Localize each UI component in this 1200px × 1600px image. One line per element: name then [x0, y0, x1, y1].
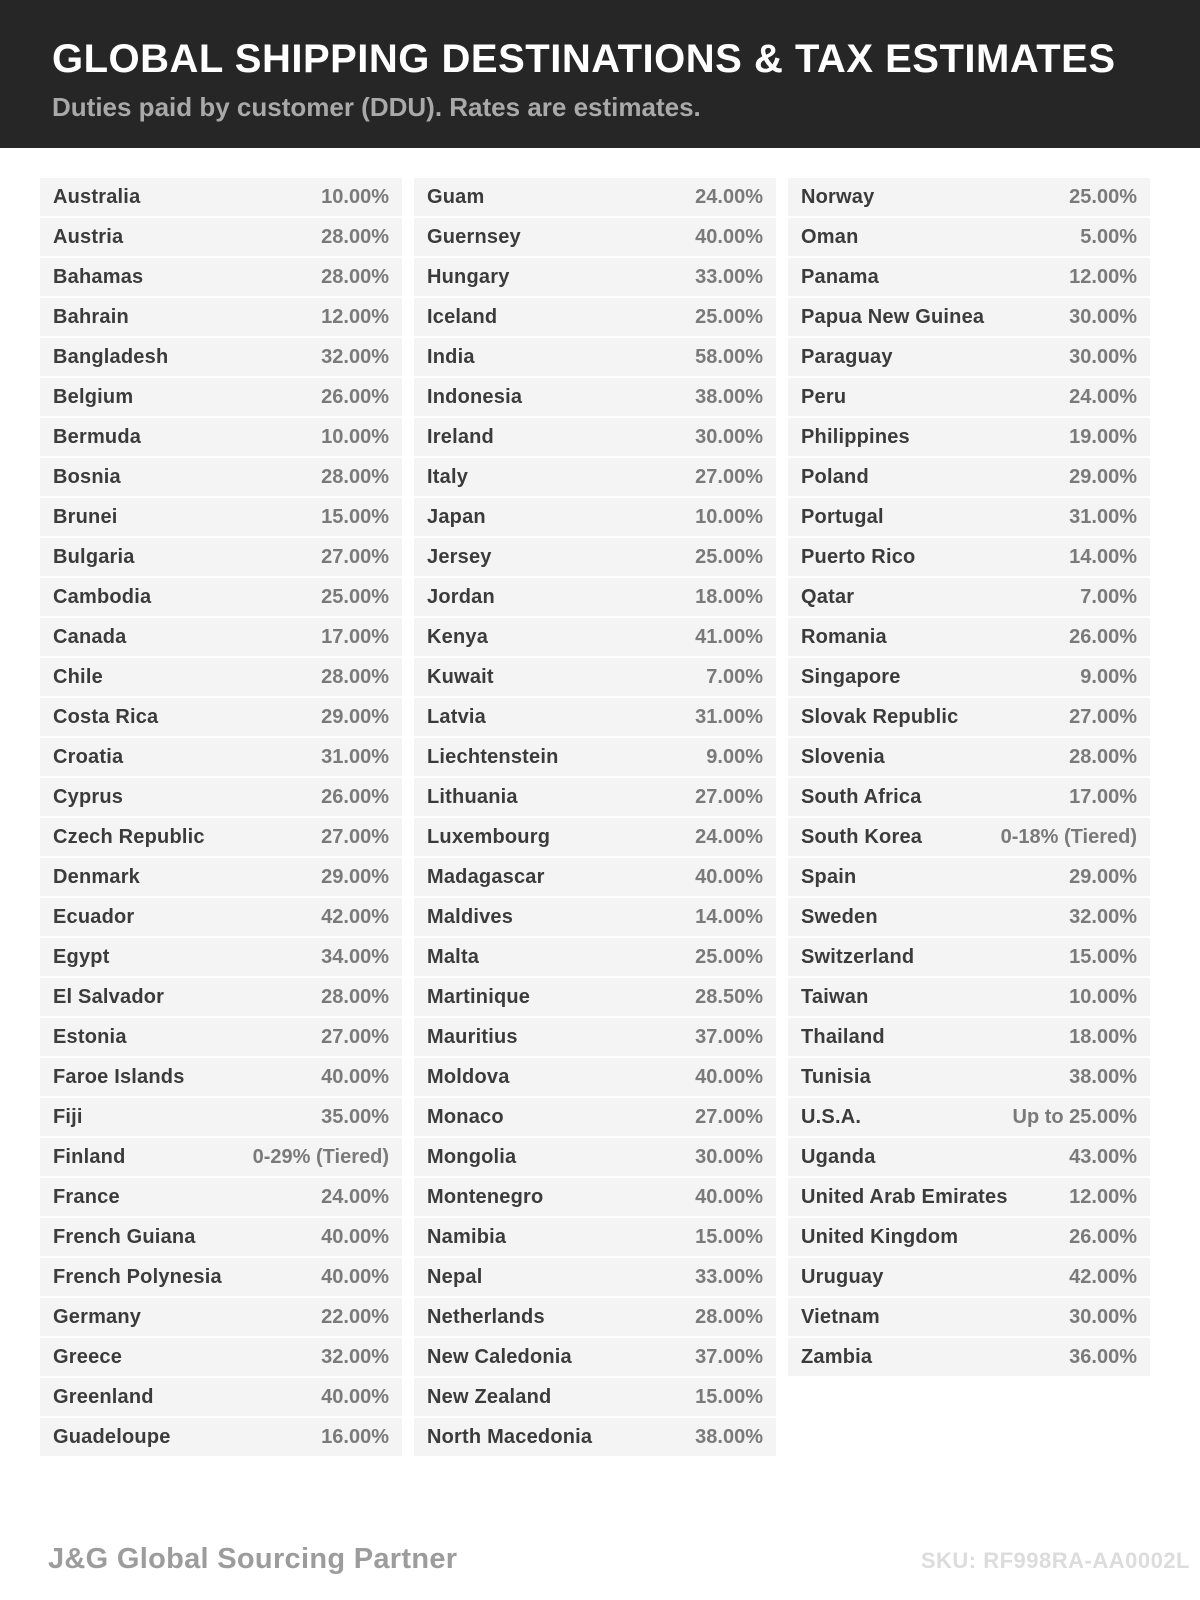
table-row	[414, 818, 776, 856]
table-row	[40, 1098, 402, 1136]
table-row	[414, 1018, 776, 1056]
country-label: Bahamas	[53, 265, 144, 288]
table-row	[414, 1218, 776, 1256]
country-label: Estonia	[53, 1025, 127, 1048]
country-label: Hungary	[427, 265, 510, 288]
rate-value: 27.00%	[695, 465, 763, 488]
rate-value: 10.00%	[1069, 985, 1137, 1008]
country-label: Taiwan	[801, 985, 869, 1008]
table-row	[40, 1178, 402, 1216]
table-row	[414, 618, 776, 656]
country-label: Brunei	[53, 505, 118, 528]
table-row	[414, 298, 776, 336]
country-label: Peru	[801, 385, 847, 408]
country-label: French Guiana	[53, 1225, 196, 1248]
country-label: Bulgaria	[53, 545, 135, 568]
country-label: Oman	[801, 225, 859, 248]
table-row	[788, 258, 1150, 296]
table-row	[788, 458, 1150, 496]
table-row	[40, 818, 402, 856]
rate-value: 17.00%	[1069, 785, 1137, 808]
rate-value: 26.00%	[321, 385, 389, 408]
table-row	[40, 618, 402, 656]
country-label: Romania	[801, 625, 887, 648]
table-row	[788, 618, 1150, 656]
rate-value: 25.00%	[695, 945, 763, 968]
rate-value: 24.00%	[695, 825, 763, 848]
table-row	[40, 1138, 402, 1176]
country-label: Zambia	[801, 1345, 873, 1368]
rate-value: 26.00%	[321, 785, 389, 808]
table-row	[414, 458, 776, 496]
country-label: Italy	[427, 465, 469, 488]
table-row	[788, 418, 1150, 456]
rate-value: 40.00%	[695, 865, 763, 888]
rate-value: 28.00%	[321, 465, 389, 488]
rate-value: 40.00%	[695, 1185, 763, 1208]
rates-column-1	[40, 178, 402, 1458]
table-row	[414, 898, 776, 936]
country-label: Guadeloupe	[53, 1425, 171, 1448]
rate-value: 32.00%	[321, 1345, 389, 1368]
country-label: Canada	[53, 625, 127, 648]
table-row	[788, 658, 1150, 696]
country-label: Uruguay	[801, 1265, 884, 1288]
table-row	[40, 1378, 402, 1416]
rate-value: 36.00%	[1069, 1345, 1137, 1368]
rate-value: 42.00%	[321, 905, 389, 928]
rate-value: 27.00%	[1069, 705, 1137, 728]
rate-value: 29.00%	[1069, 865, 1137, 888]
table-row	[414, 1378, 776, 1416]
rate-value: 25.00%	[695, 545, 763, 568]
table-row	[788, 338, 1150, 376]
rates-table	[0, 148, 1200, 1458]
country-label: Thailand	[801, 1025, 885, 1048]
rate-value: 38.00%	[1069, 1065, 1137, 1088]
rate-value: 30.00%	[695, 425, 763, 448]
table-row	[40, 858, 402, 896]
rate-value: 40.00%	[321, 1065, 389, 1088]
rate-value: 31.00%	[695, 705, 763, 728]
table-row	[414, 1098, 776, 1136]
country-label: Greece	[53, 1345, 123, 1368]
rate-value: 25.00%	[695, 305, 763, 328]
country-label: Kenya	[427, 625, 489, 648]
table-row	[788, 538, 1150, 576]
table-row	[40, 658, 402, 696]
table-row	[40, 378, 402, 416]
table-row	[40, 778, 402, 816]
table-row	[414, 1258, 776, 1296]
rate-value: 24.00%	[321, 1185, 389, 1208]
rate-value: 32.00%	[321, 345, 389, 368]
country-label: Kuwait	[427, 665, 494, 688]
country-label: South Korea	[801, 825, 923, 848]
rate-value: 40.00%	[321, 1385, 389, 1408]
country-label: Cambodia	[53, 585, 152, 608]
rate-value: 32.00%	[1069, 905, 1137, 928]
rate-value: 27.00%	[695, 785, 763, 808]
country-label: France	[53, 1185, 120, 1208]
table-row	[40, 298, 402, 336]
country-label: Guernsey	[427, 225, 521, 248]
table-row	[40, 498, 402, 536]
country-label: Egypt	[53, 945, 110, 968]
table-row	[40, 938, 402, 976]
country-label: Portugal	[801, 505, 884, 528]
rate-value: 27.00%	[321, 825, 389, 848]
table-row	[788, 698, 1150, 736]
country-label: Lithuania	[427, 785, 518, 808]
rate-value: Up to 25.00%	[1012, 1105, 1137, 1128]
country-label: Bosnia	[53, 465, 121, 488]
country-label: El Salvador	[53, 985, 165, 1008]
country-label: Namibia	[427, 1225, 507, 1248]
rate-value: 10.00%	[321, 425, 389, 448]
table-row	[788, 578, 1150, 616]
table-row	[414, 1418, 776, 1456]
country-label: Croatia	[53, 745, 124, 768]
rate-value: 28.00%	[321, 265, 389, 288]
rate-value: 30.00%	[695, 1145, 763, 1168]
table-row	[788, 778, 1150, 816]
rate-value: 17.00%	[321, 625, 389, 648]
rate-value: 24.00%	[1069, 385, 1137, 408]
table-row	[414, 1298, 776, 1336]
country-label: Fiji	[53, 1105, 83, 1128]
rate-value: 43.00%	[1069, 1145, 1137, 1168]
country-label: Monaco	[427, 1105, 504, 1128]
country-label: Liechtenstein	[427, 745, 559, 768]
table-row	[788, 218, 1150, 256]
country-label: Sweden	[801, 905, 878, 928]
table-row	[40, 1418, 402, 1456]
rate-value: 30.00%	[1069, 1305, 1137, 1328]
country-label: Maldives	[427, 905, 514, 928]
rate-value: 12.00%	[321, 305, 389, 328]
table-row	[788, 1338, 1150, 1376]
rate-value: 31.00%	[321, 745, 389, 768]
country-label: Mongolia	[427, 1145, 517, 1168]
table-row	[788, 1018, 1150, 1056]
table-row	[40, 698, 402, 736]
country-label: Madagascar	[427, 865, 545, 888]
country-label: Greenland	[53, 1385, 154, 1408]
table-row	[788, 298, 1150, 336]
rate-value: 19.00%	[1069, 425, 1137, 448]
country-label: Ireland	[427, 425, 494, 448]
table-row	[40, 1218, 402, 1256]
country-label: Spain	[801, 865, 857, 888]
rate-value: 30.00%	[1069, 305, 1137, 328]
rate-value: 30.00%	[1069, 345, 1137, 368]
rate-value: 14.00%	[695, 905, 763, 928]
country-label: Qatar	[801, 585, 855, 608]
country-label: Poland	[801, 465, 869, 488]
country-label: Iceland	[427, 305, 498, 328]
table-row	[788, 938, 1150, 976]
rate-value: 42.00%	[1069, 1265, 1137, 1288]
table-row	[788, 1298, 1150, 1336]
table-row	[414, 538, 776, 576]
table-row	[40, 1058, 402, 1096]
country-label: Slovak Republic	[801, 705, 959, 728]
rate-value: 37.00%	[695, 1345, 763, 1368]
table-row	[40, 538, 402, 576]
rate-value: 37.00%	[695, 1025, 763, 1048]
rate-value: 9.00%	[706, 745, 763, 768]
rate-value: 0-18% (Tiered)	[1000, 825, 1137, 848]
country-label: Uganda	[801, 1145, 876, 1168]
table-row	[40, 1298, 402, 1336]
country-label: Montenegro	[427, 1185, 544, 1208]
rate-value: 33.00%	[695, 265, 763, 288]
table-row	[414, 978, 776, 1016]
brand-text: J&G Global Sourcing Partner	[48, 1543, 458, 1575]
rate-value: 10.00%	[695, 505, 763, 528]
country-label: Switzerland	[801, 945, 915, 968]
rate-value: 29.00%	[1069, 465, 1137, 488]
country-label: Ecuador	[53, 905, 135, 928]
country-label: Australia	[53, 185, 141, 208]
table-row	[788, 1258, 1150, 1296]
country-label: New Caledonia	[427, 1345, 572, 1368]
table-row	[414, 1178, 776, 1216]
table-row	[414, 778, 776, 816]
country-label: Cyprus	[53, 785, 124, 808]
country-label: Indonesia	[427, 385, 523, 408]
country-label: Finland	[53, 1145, 126, 1168]
rate-value: 40.00%	[695, 225, 763, 248]
country-label: Singapore	[801, 665, 901, 688]
country-label: Puerto Rico	[801, 545, 916, 568]
country-label: Chile	[53, 665, 103, 688]
table-row	[40, 418, 402, 456]
table-row	[788, 1138, 1150, 1176]
rate-value: 40.00%	[695, 1065, 763, 1088]
country-label: Papua New Guinea	[801, 305, 985, 328]
rate-value: 38.00%	[695, 1425, 763, 1448]
table-row	[788, 738, 1150, 776]
table-row	[414, 1058, 776, 1096]
country-label: Netherlands	[427, 1305, 545, 1328]
country-label: North Macedonia	[427, 1425, 593, 1448]
country-label: Japan	[427, 505, 486, 528]
table-row	[414, 658, 776, 696]
table-row	[788, 1098, 1150, 1136]
country-label: Malta	[427, 945, 480, 968]
country-label: Norway	[801, 185, 875, 208]
country-label: Slovenia	[801, 745, 885, 768]
table-row	[414, 258, 776, 296]
country-label: Jordan	[427, 585, 495, 608]
table-row	[788, 1218, 1150, 1256]
table-row	[414, 178, 776, 216]
rate-value: 27.00%	[695, 1105, 763, 1128]
table-row	[414, 378, 776, 416]
table-row	[788, 498, 1150, 536]
table-row	[788, 978, 1150, 1016]
rate-value: 28.00%	[321, 225, 389, 248]
table-row	[788, 378, 1150, 416]
rate-value: 28.00%	[321, 665, 389, 688]
country-label: Nepal	[427, 1265, 483, 1288]
sku-text: SKU: RF998RA-AA0002L	[920, 1548, 1190, 1573]
rate-value: 15.00%	[695, 1385, 763, 1408]
rate-value: 5.00%	[1080, 225, 1137, 248]
rate-value: 58.00%	[695, 345, 763, 368]
table-row	[414, 418, 776, 456]
table-row	[414, 858, 776, 896]
rate-value: 25.00%	[321, 585, 389, 608]
country-label: U.S.A.	[801, 1105, 862, 1128]
rate-value: 16.00%	[321, 1425, 389, 1448]
footer	[0, 1543, 1200, 1576]
rate-value: 22.00%	[321, 1305, 389, 1328]
country-label: Austria	[53, 225, 124, 248]
country-label: Bangladesh	[53, 345, 169, 368]
table-row	[414, 218, 776, 256]
table-row	[40, 1258, 402, 1296]
table-row	[414, 1338, 776, 1376]
rate-value: 38.00%	[695, 385, 763, 408]
rates-column-3	[788, 178, 1150, 1378]
country-label: Denmark	[53, 865, 140, 888]
table-row	[414, 938, 776, 976]
country-label: Guam	[427, 185, 485, 208]
country-label: Belgium	[53, 385, 134, 408]
rate-value: 35.00%	[321, 1105, 389, 1128]
rate-value: 12.00%	[1069, 1185, 1137, 1208]
country-label: New Zealand	[427, 1385, 552, 1408]
rate-value: 41.00%	[695, 625, 763, 648]
country-label: South Africa	[801, 785, 922, 808]
header-banner	[0, 0, 1200, 148]
rate-value: 18.00%	[695, 585, 763, 608]
country-label: Mauritius	[427, 1025, 518, 1048]
country-label: Moldova	[427, 1065, 510, 1088]
rate-value: 34.00%	[321, 945, 389, 968]
table-row	[414, 698, 776, 736]
table-row	[414, 738, 776, 776]
page-subtitle: Duties paid by customer (DDU). Rates are estimates.	[52, 92, 701, 122]
rate-value: 26.00%	[1069, 1225, 1137, 1248]
country-label: Martinique	[427, 985, 531, 1008]
rate-value: 29.00%	[321, 705, 389, 728]
page-title: GLOBAL SHIPPING DESTINATIONS & TAX ESTIMATES	[52, 37, 1116, 81]
country-label: Germany	[53, 1305, 142, 1328]
country-label: Costa Rica	[53, 705, 159, 728]
table-row	[40, 578, 402, 616]
table-row	[788, 898, 1150, 936]
rate-value: 25.00%	[1069, 185, 1137, 208]
table-row	[788, 858, 1150, 896]
rate-value: 28.00%	[695, 1305, 763, 1328]
rate-value: 10.00%	[321, 185, 389, 208]
table-row	[788, 1058, 1150, 1096]
table-row	[788, 178, 1150, 216]
country-label: Vietnam	[801, 1305, 880, 1328]
rate-value: 15.00%	[695, 1225, 763, 1248]
country-label: Bahrain	[53, 305, 129, 328]
country-label: Faroe Islands	[53, 1065, 185, 1088]
country-label: French Polynesia	[53, 1265, 222, 1288]
table-row	[40, 218, 402, 256]
rates-column-2	[414, 178, 776, 1458]
rate-value: 9.00%	[1080, 665, 1137, 688]
table-row	[414, 338, 776, 376]
rate-value: 18.00%	[1069, 1025, 1137, 1048]
country-label: Bermuda	[53, 425, 142, 448]
rate-value: 40.00%	[321, 1225, 389, 1248]
rate-value: 27.00%	[321, 545, 389, 568]
table-row	[414, 498, 776, 536]
rate-value: 40.00%	[321, 1265, 389, 1288]
table-row	[40, 898, 402, 936]
rate-value: 27.00%	[321, 1025, 389, 1048]
country-label: India	[427, 345, 475, 368]
rate-value: 28.00%	[1069, 745, 1137, 768]
table-row	[40, 178, 402, 216]
rate-value: 7.00%	[1080, 585, 1137, 608]
rate-value: 0-29% (Tiered)	[252, 1145, 389, 1168]
country-label: United Arab Emirates	[801, 1185, 1008, 1208]
table-row	[40, 258, 402, 296]
country-label: Tunisia	[801, 1065, 871, 1088]
rate-value: 29.00%	[321, 865, 389, 888]
country-label: Czech Republic	[53, 825, 205, 848]
table-row	[40, 338, 402, 376]
rate-value: 15.00%	[321, 505, 389, 528]
rate-value: 14.00%	[1069, 545, 1137, 568]
table-row	[414, 1138, 776, 1176]
rate-value: 28.50%	[695, 985, 763, 1008]
country-label: Luxembourg	[427, 825, 551, 848]
rate-value: 24.00%	[695, 185, 763, 208]
table-row	[788, 818, 1150, 856]
table-row	[40, 458, 402, 496]
table-row	[40, 978, 402, 1016]
country-label: United Kingdom	[801, 1225, 959, 1248]
rate-value: 31.00%	[1069, 505, 1137, 528]
table-row	[40, 738, 402, 776]
rate-value: 12.00%	[1069, 265, 1137, 288]
rate-value: 26.00%	[1069, 625, 1137, 648]
rate-value: 7.00%	[706, 665, 763, 688]
table-row	[40, 1338, 402, 1376]
country-label: Philippines	[801, 425, 910, 448]
country-label: Panama	[801, 265, 879, 288]
country-label: Jersey	[427, 545, 492, 568]
rate-value: 28.00%	[321, 985, 389, 1008]
rate-value: 15.00%	[1069, 945, 1137, 968]
country-label: Latvia	[427, 705, 487, 728]
country-label: Paraguay	[801, 345, 893, 368]
table-row	[414, 578, 776, 616]
table-row	[788, 1178, 1150, 1216]
table-row	[40, 1018, 402, 1056]
rate-value: 33.00%	[695, 1265, 763, 1288]
